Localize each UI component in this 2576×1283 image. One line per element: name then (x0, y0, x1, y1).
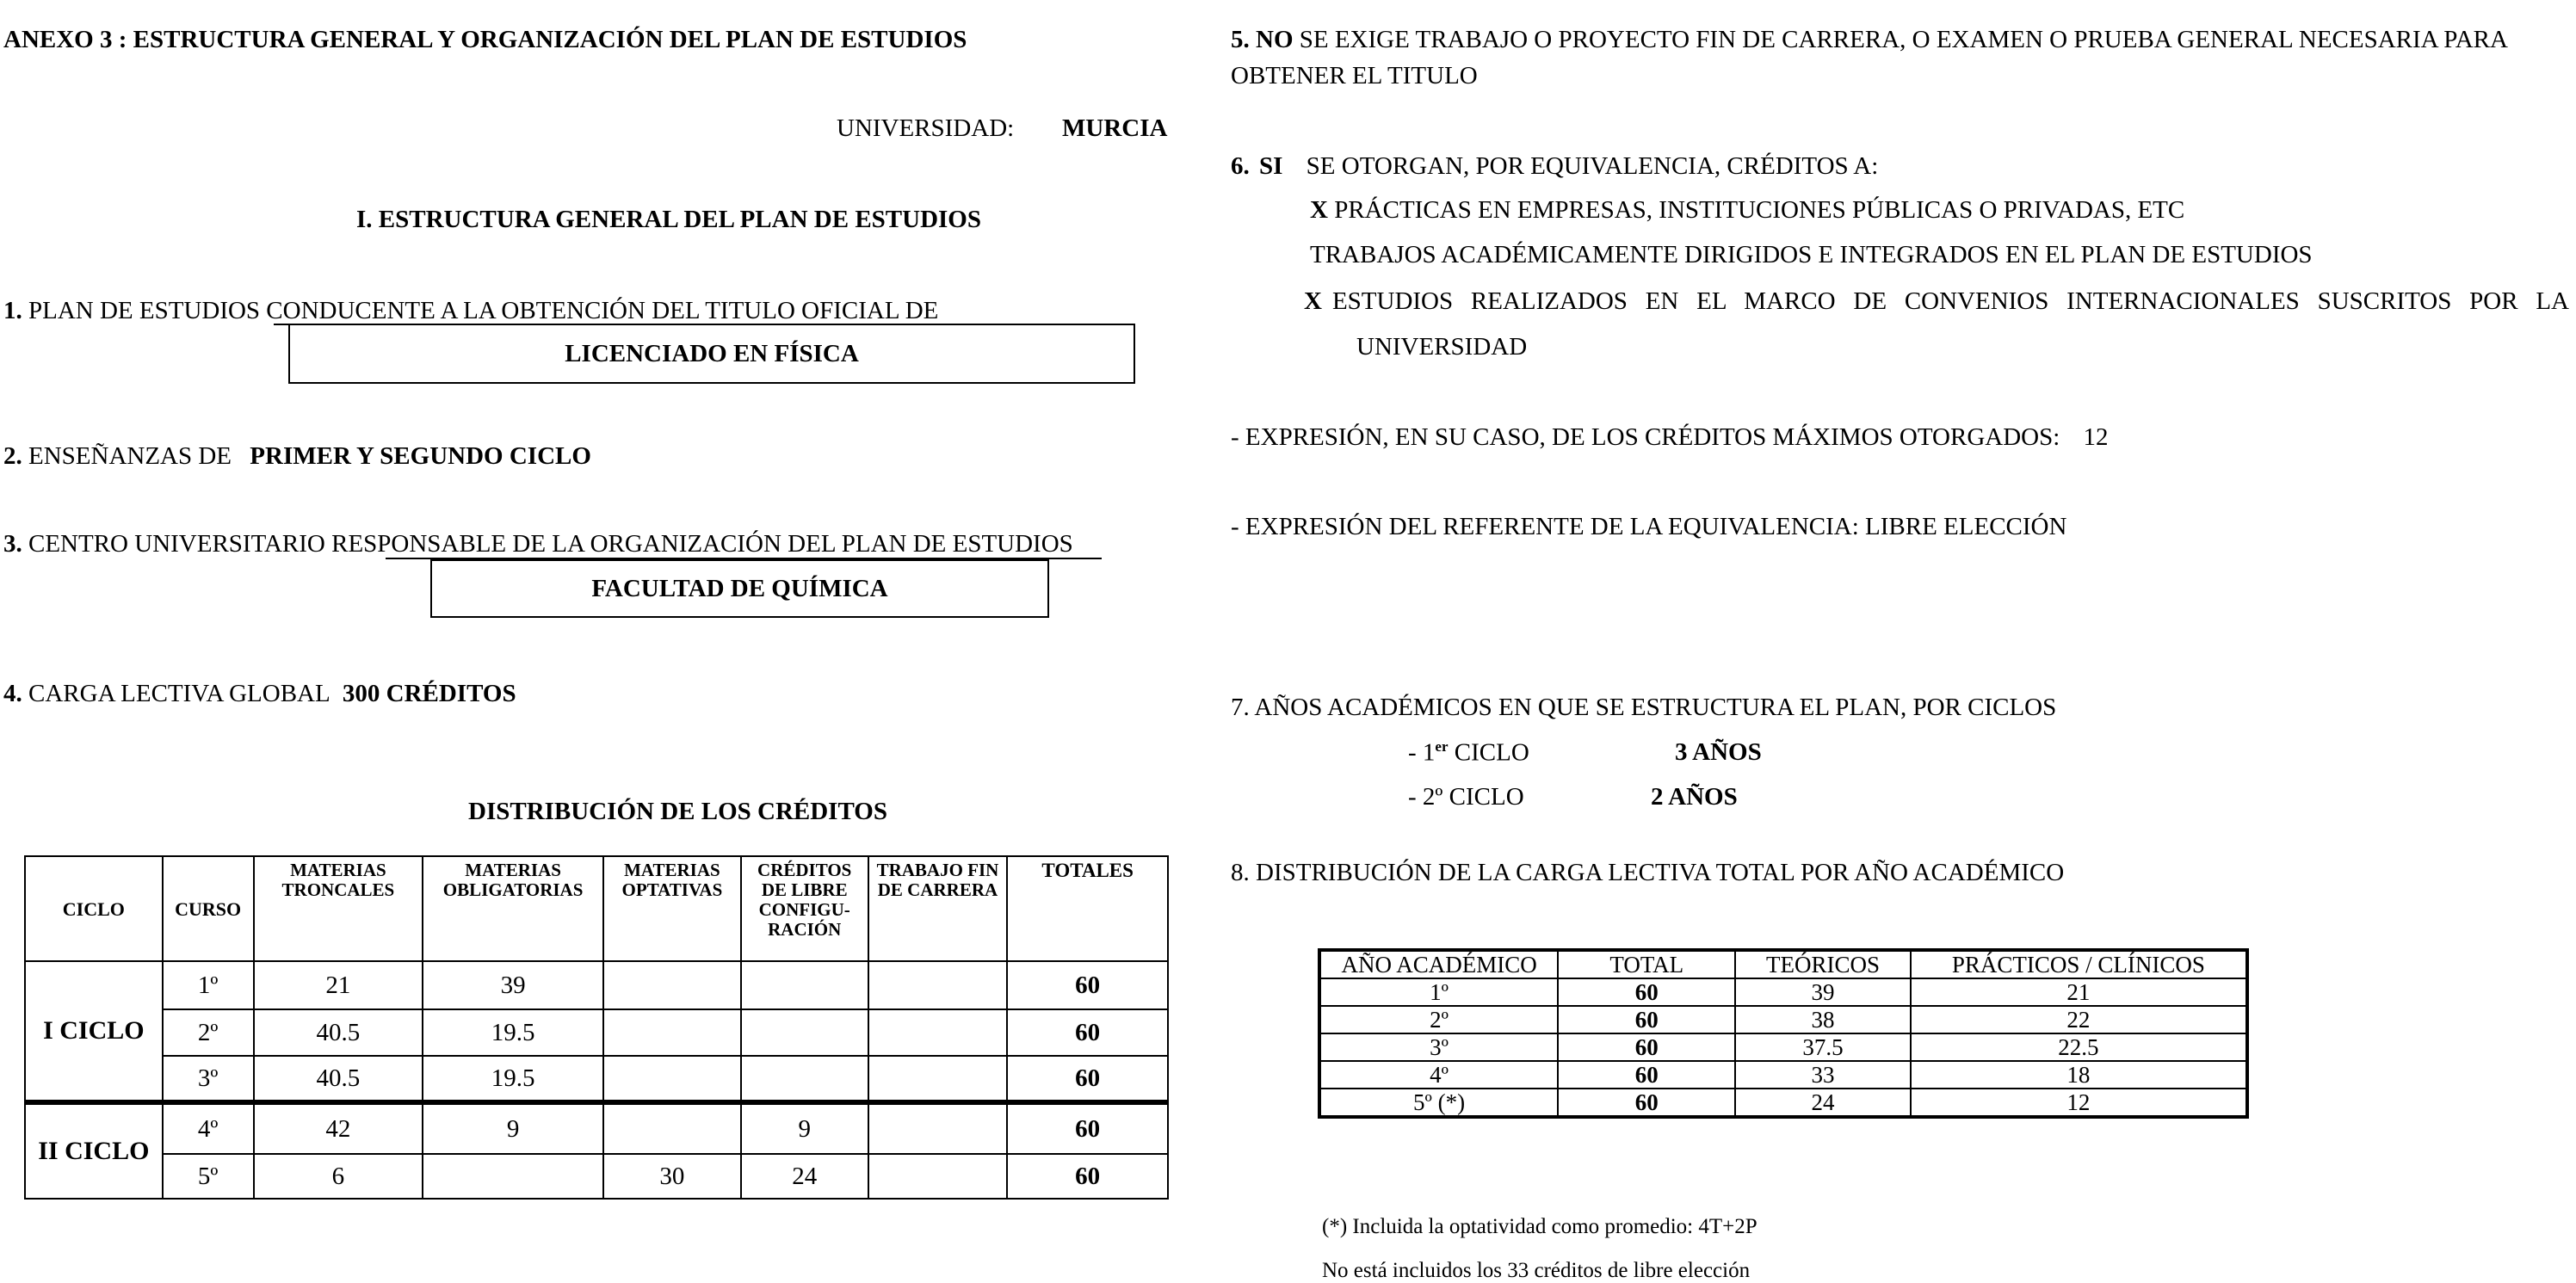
table-row (1319, 1006, 2247, 1033)
cell: 21 (254, 961, 423, 1009)
table-row (1319, 1089, 2247, 1117)
cell (741, 961, 868, 1009)
item5-text: SE EXIGE TRABAJO O PROYECTO FIN DE CARRERA, O EXAMEN O PRUEBA GENERAL NECESARIA PARA (1299, 26, 2508, 53)
item6-line (1231, 152, 1878, 181)
cell (603, 1009, 741, 1056)
university-value: MURCIA (1062, 114, 1168, 142)
table-row (25, 961, 1168, 1009)
option-3-check-mark: X (1304, 287, 1322, 315)
cell: 19.5 (423, 1056, 603, 1102)
cell (868, 1056, 1008, 1102)
cell-total: 60 (1558, 1033, 1735, 1061)
header-optativas: MATERIAS OPTATIVAS (603, 856, 741, 961)
header-practicos: PRÁCTICOS / CLÍNICOS (1911, 950, 2247, 978)
footnote-optatividad: (*) Incluida la optatividad como promedio: 4T+2P (1322, 1215, 1757, 1238)
table-row (1319, 1033, 2247, 1061)
degree-title: LICENCIADO EN FÍSICA (565, 340, 859, 367)
header-libre-config: CRÉDITOS DE LIBRE CONFIGU-RACIÓN (741, 856, 868, 961)
ciclo-1-years-value: 3 AÑOS (1675, 738, 1762, 766)
cell: 12 (1911, 1089, 2247, 1117)
cell (868, 1154, 1008, 1199)
cell: 18 (1911, 1061, 2247, 1089)
item4-line (3, 680, 516, 708)
cell (741, 1009, 868, 1056)
max-credits-line (1231, 423, 2109, 452)
item2-line (3, 442, 591, 471)
cell: 42 (254, 1102, 423, 1154)
credit-distribution-table (24, 855, 1169, 1200)
table-row (1319, 1061, 2247, 1089)
item6-si: SI (1259, 152, 1283, 180)
cell: 40.5 (254, 1009, 423, 1056)
item4-text: CARGA LECTIVA GLOBAL (28, 680, 330, 707)
option-1-check-mark: X (1310, 196, 1328, 224)
cell: 38 (1735, 1006, 1910, 1033)
cell (603, 1056, 741, 1102)
item1-text: PLAN DE ESTUDIOS CONDUCENTE A LA OBTENCIÓN DEL TITULO OFICIAL DE (28, 297, 939, 324)
cell: 4º (1319, 1061, 1558, 1089)
cell: 1º (1319, 978, 1558, 1006)
item4-number: 4. (3, 680, 22, 707)
ciclo-1-label: CICLO (1454, 738, 1529, 767)
cell-total: 60 (1558, 1089, 1735, 1117)
cell: 9 (741, 1102, 868, 1154)
cell-total: 60 (1558, 1006, 1735, 1033)
university-label: UNIVERSIDAD: (837, 114, 1015, 142)
dist-title: DISTRIBUCIÓN DE LOS CRÉDITOS (468, 798, 887, 825)
item6-number: 6. (1231, 152, 1250, 180)
cell: 40.5 (254, 1056, 423, 1102)
cell-total: 60 (1007, 1154, 1168, 1199)
item6-option-1 (1310, 196, 2184, 225)
cell: 19.5 (423, 1009, 603, 1056)
cell: 3º (163, 1056, 254, 1102)
cell: 39 (423, 961, 603, 1009)
cell: 22 (1911, 1006, 2247, 1033)
header-obligatorias: MATERIAS OBLIGATORIAS (423, 856, 603, 961)
table-row (25, 1009, 1168, 1056)
option-3-text: ESTUDIOS REALIZADOS EN EL MARCO DE CONVENIOS INTERNACIONALES SUSCRITOS POR LA (1331, 287, 2569, 315)
cell: 37.5 (1735, 1033, 1910, 1061)
section-title: I. ESTRUCTURA GENERAL DEL PLAN DE ESTUDIOS (356, 206, 981, 233)
cell (603, 961, 741, 1009)
footnote-libre-eleccion: No está incluidos los 33 créditos de libre elección (1322, 1259, 1751, 1282)
annex-title: ANEXO 3 : ESTRUCTURA GENERAL Y ORGANIZACIÓN DEL PLAN DE ESTUDIOS (3, 26, 967, 53)
cell: 2º (163, 1009, 254, 1056)
cell: 2º (1319, 1006, 1558, 1033)
header-curso: CURSO (163, 856, 254, 961)
header-teoricos: TEÓRICOS (1735, 950, 1910, 978)
ciclo-2-label: II CICLO (25, 1102, 163, 1199)
cell (868, 961, 1008, 1009)
max-credits-text: - EXPRESIÓN, EN SU CASO, DE LOS CRÉDITOS MÁXIMOS OTORGADOS: (1231, 423, 2060, 451)
cell: 5º (*) (1319, 1089, 1558, 1117)
header-troncales: MATERIAS TRONCALES (254, 856, 423, 961)
header-ano: AÑO ACADÉMICO (1319, 950, 1558, 978)
cell: 22.5 (1911, 1033, 2247, 1061)
item1-value-box (288, 324, 1135, 384)
max-credits-value: 12 (2083, 423, 2109, 451)
item6-option-3-cont: UNIVERSIDAD (1356, 333, 1528, 361)
ciclo-1-sup: er (1435, 738, 1449, 755)
item4-value: 300 CRÉDITOS (342, 680, 516, 707)
cell (741, 1056, 868, 1102)
item3-text: CENTRO UNIVERSITARIO RESPONSABLE DE LA ORGANIZACIÓN DEL PLAN DE ESTUDIOS (28, 530, 1073, 558)
item2-value: PRIMER Y SEGUNDO CICLO (250, 442, 591, 470)
ciclo-1-prefix: - 1 (1408, 738, 1436, 767)
item1-line (3, 297, 938, 325)
cell-total: 60 (1007, 961, 1168, 1009)
header-total: TOTAL (1558, 950, 1735, 978)
table-row (1319, 978, 2247, 1006)
cell: 30 (603, 1154, 741, 1199)
cell: 33 (1735, 1061, 1910, 1089)
cell: 6 (254, 1154, 423, 1199)
option-1-text: PRÁCTICAS EN EMPRESAS, INSTITUCIONES PÚBLICAS O PRIVADAS, ETC (1334, 196, 2185, 224)
item5-text-cont: OBTENER EL TITULO (1231, 62, 1478, 89)
item2-text: ENSEÑANZAS DE (28, 442, 232, 470)
table-row (25, 1102, 1168, 1154)
item3-number: 3. (3, 530, 22, 558)
item6-text: SE OTORGAN, POR EQUIVALENCIA, CRÉDITOS A: (1306, 152, 1879, 180)
cell-total: 60 (1007, 1009, 1168, 1056)
header-totales: TOTALES (1007, 856, 1168, 961)
cell: 39 (1735, 978, 1910, 1006)
item3-value-box (430, 559, 1049, 618)
item7-text: 7. AÑOS ACADÉMICOS EN QUE SE ESTRUCTURA EL PLAN, POR CICLOS (1231, 694, 2057, 721)
cell: 4º (163, 1102, 254, 1154)
item6-option-3 (1304, 287, 2569, 316)
header-ciclo: CICLO (25, 856, 163, 961)
cell: 21 (1911, 978, 2247, 1006)
cell: 5º (163, 1154, 254, 1199)
item1-number: 1. (3, 297, 22, 324)
carga-header-row (1319, 950, 2247, 978)
cell (868, 1009, 1008, 1056)
cell-total: 60 (1007, 1102, 1168, 1154)
cell: 24 (1735, 1089, 1910, 1117)
item5-no: NO (1256, 26, 1294, 53)
ciclo-2-years-value: 2 AÑOS (1651, 783, 1738, 811)
cell (868, 1102, 1008, 1154)
cell-total: 60 (1558, 1061, 1735, 1089)
table-row (25, 1056, 1168, 1102)
referente-line: - EXPRESIÓN DEL REFERENTE DE LA EQUIVALENCIA: LIBRE ELECCIÓN (1231, 513, 2067, 540)
item5-number: 5. (1231, 26, 1250, 53)
item2-number: 2. (3, 442, 22, 470)
ciclo-1-label: I CICLO (25, 961, 163, 1102)
cell (423, 1154, 603, 1199)
item5-line (1231, 26, 2508, 54)
cell: 9 (423, 1102, 603, 1154)
ciclo-2-years-label: - 2º CICLO (1408, 783, 1524, 811)
cell (603, 1102, 741, 1154)
faculty-name: FACULTAD DE QUÍMICA (591, 575, 888, 602)
table-row (25, 1154, 1168, 1199)
cell-total: 60 (1007, 1056, 1168, 1102)
annual-load-table (1318, 948, 2249, 1119)
cell: 3º (1319, 1033, 1558, 1061)
cell: 1º (163, 961, 254, 1009)
item8-text: 8. DISTRIBUCIÓN DE LA CARGA LECTIVA TOTAL POR AÑO ACADÉMICO (1231, 859, 2065, 886)
item3-line (3, 530, 1073, 558)
ciclo-1-years-label (1408, 738, 1529, 768)
header-trabajo-fin: TRABAJO FIN DE CARRERA (868, 856, 1008, 961)
cell-total: 60 (1558, 978, 1735, 1006)
item6-option-2: TRABAJOS ACADÉMICAMENTE DIRIGIDOS E INTEGRADOS EN EL PLAN DE ESTUDIOS (1310, 241, 2313, 268)
dist-header-row (25, 856, 1168, 961)
cell: 24 (741, 1154, 868, 1199)
